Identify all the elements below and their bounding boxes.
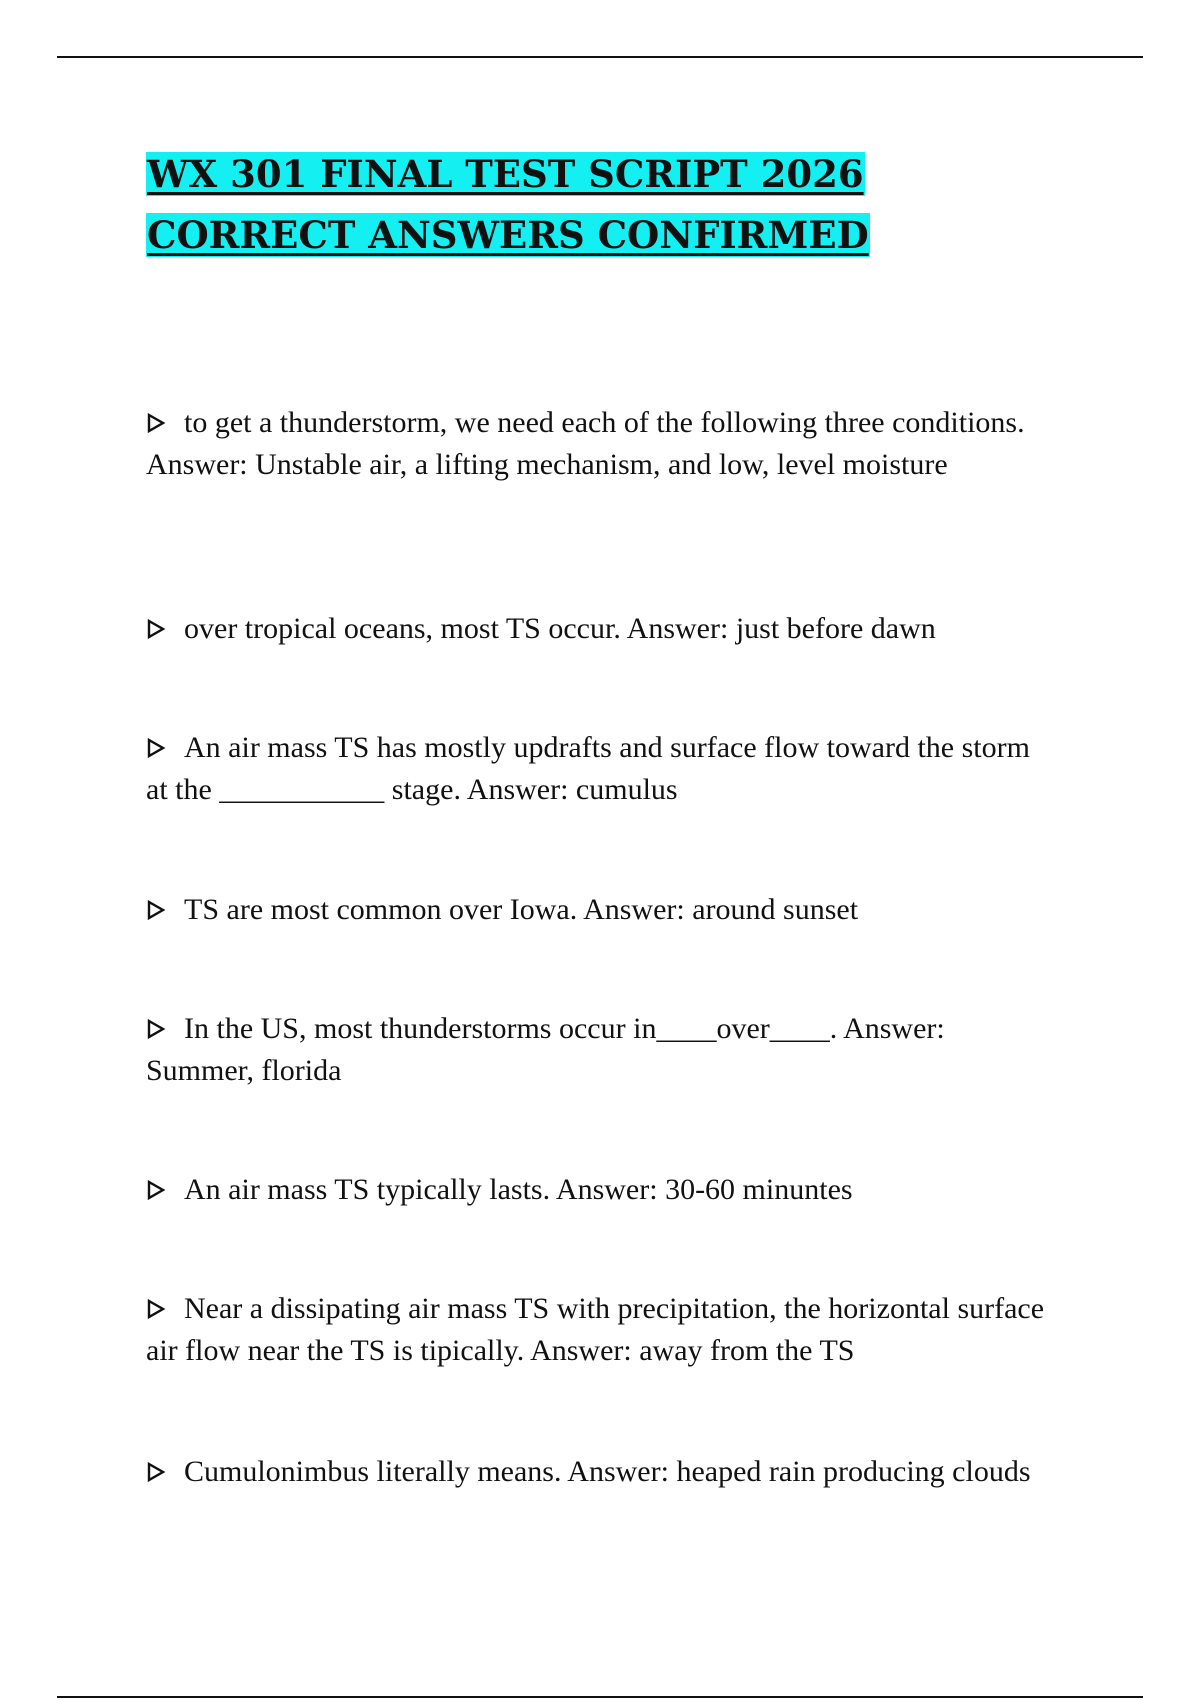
item-text: to get a thunderstorm, we need each of the following three conditions. Answer: Unstable air, a lifting mechanism, and low, level moisture [146, 406, 1025, 481]
list-item [146, 1451, 1046, 1493]
list-item [146, 608, 1046, 650]
item-text: Near a dissipating air mass TS with precipitation, the horizontal surface air flow near the TS is tipically. Answer: away from the TS [146, 1292, 1045, 1367]
triangle-outline-right-icon [146, 1288, 184, 1330]
triangle-outline-right-icon [146, 402, 184, 444]
list-item [146, 889, 1046, 931]
item-text: Cumulonimbus literally means. Answer: heaped rain producing clouds [184, 1455, 1031, 1488]
triangle-outline-right-icon [146, 608, 184, 650]
item-text: In the US, most thunderstorms occur in____over____. Answer: Summer, florida [146, 1012, 945, 1087]
item-text: An air mass TS typically lasts. Answer: 30-60 minuntes [184, 1173, 853, 1206]
item-text: over tropical oceans, most TS occur. Answer: just before dawn [184, 612, 936, 645]
triangle-outline-right-icon [146, 1008, 184, 1050]
bottom-divider [57, 1696, 1143, 1698]
top-divider [57, 56, 1143, 58]
list-item [146, 1288, 1046, 1372]
triangle-outline-right-icon [146, 1169, 184, 1211]
list-item [146, 402, 1046, 486]
list-item [146, 1169, 1046, 1211]
triangle-outline-right-icon [146, 727, 184, 769]
document-title-text: WX 301 FINAL TEST SCRIPT 2026 CORRECT ANSWERS CONFIRMED [147, 152, 869, 257]
list-item [146, 727, 1046, 811]
item-text: An air mass TS has mostly updrafts and surface flow toward the storm at the ___________ stage. Answer: cumulus [146, 731, 1030, 806]
triangle-outline-right-icon [146, 889, 184, 931]
triangle-outline-right-icon [146, 1451, 184, 1493]
item-text: TS are most common over Iowa. Answer: around sunset [184, 893, 859, 926]
list-item [146, 1008, 1046, 1092]
document-title [146, 144, 1046, 266]
